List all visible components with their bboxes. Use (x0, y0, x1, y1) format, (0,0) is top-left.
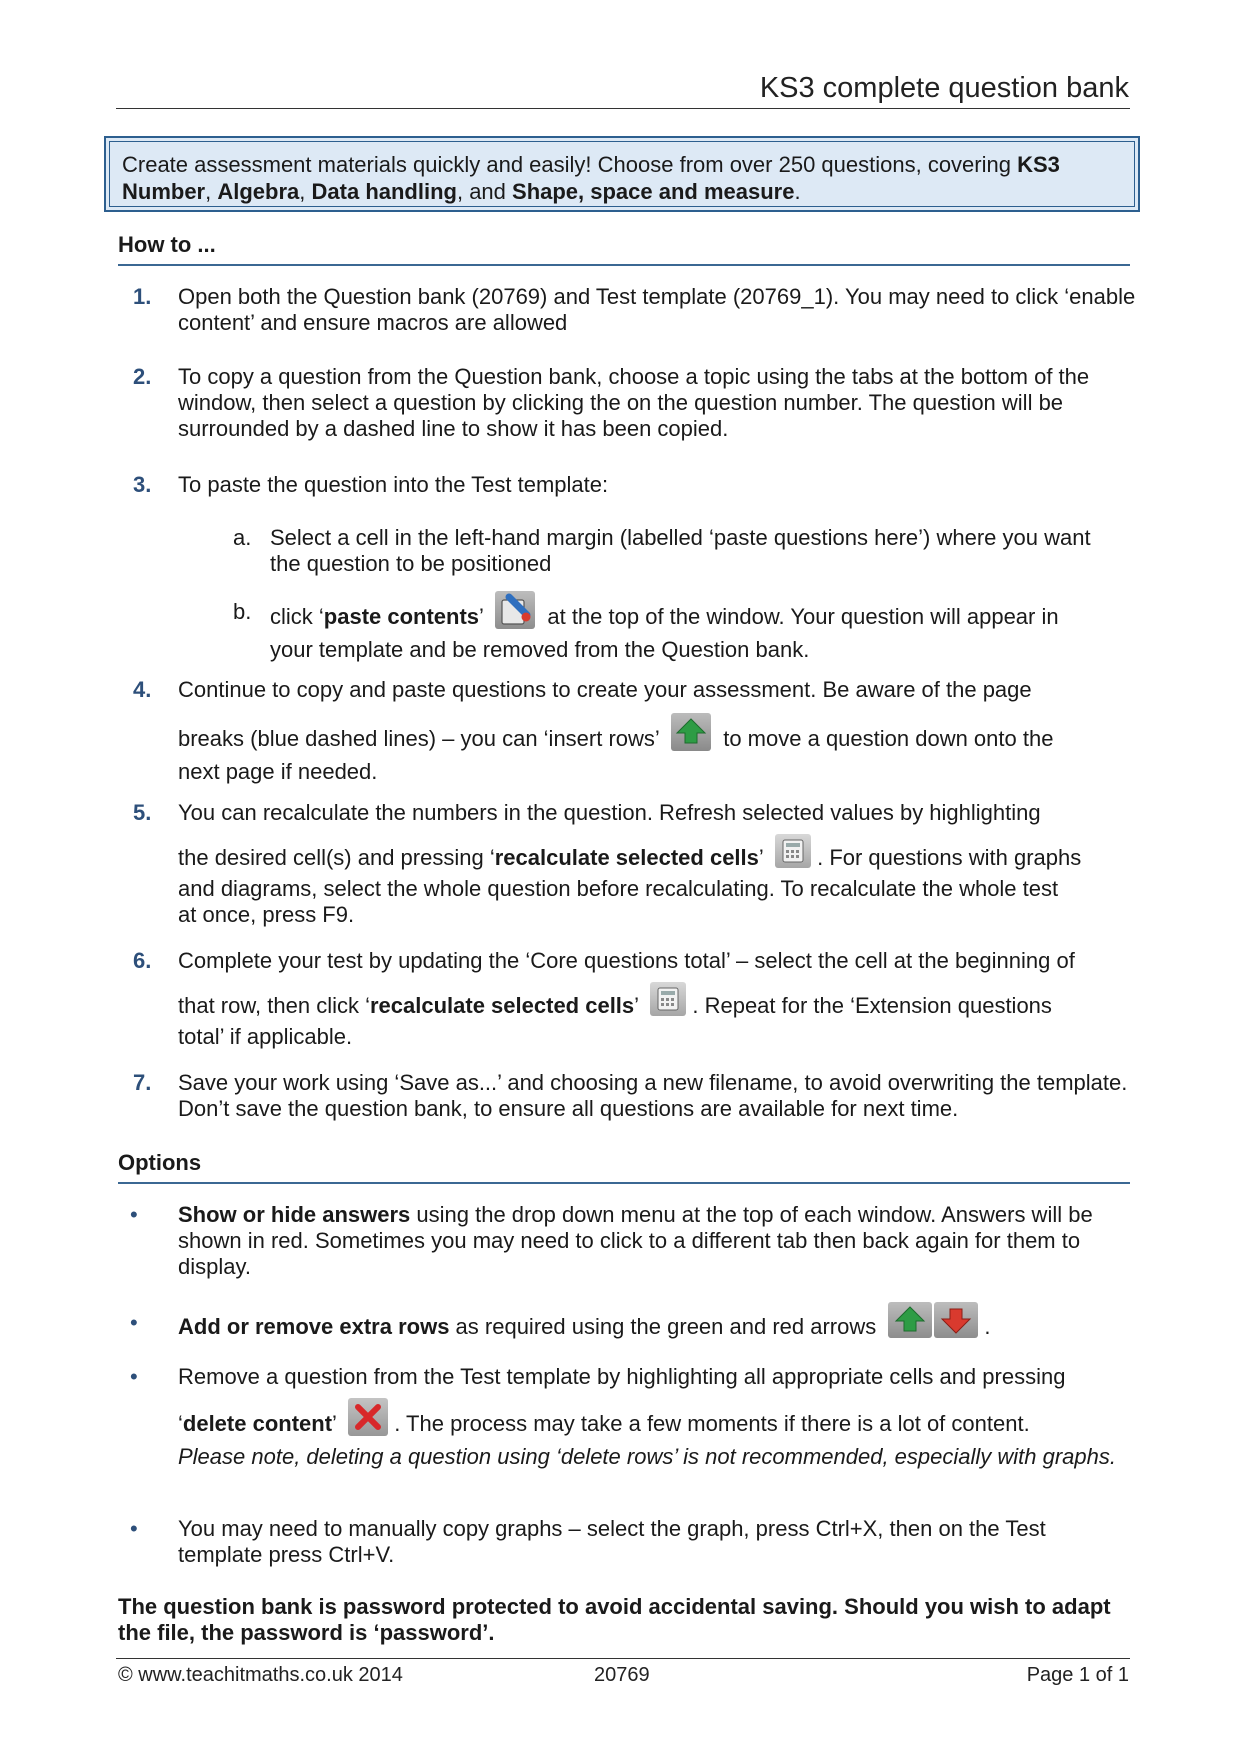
text-line: next page if needed. (178, 759, 378, 784)
intro-text: . (794, 179, 801, 204)
text-line (178, 1406, 1138, 1444)
bullet: • (130, 1516, 138, 1541)
step-number: 4. (133, 677, 152, 702)
bullet: • (130, 1202, 138, 1227)
footer-page-number: Page 1 of 1 (1026, 1664, 1129, 1686)
bullet: • (130, 1364, 138, 1389)
insert-rows-icon (671, 713, 711, 751)
text-line: Remove a question from the Test template by highlighting all appropriate cells and pressing (178, 1364, 1066, 1389)
paste-contents-icon (495, 591, 535, 629)
step-text: Save your work using ‘Save as...’ and choosing a new filename, to avoid overwriting the template. Don’t save the question bank, to ensure all questions are available for next time. (178, 1070, 1128, 1121)
recalculate-label: recalculate selected cells (369, 992, 635, 1018)
text-line: at once, press F9. (178, 902, 355, 927)
option-text (178, 1364, 1138, 1470)
step-number: 6. (133, 948, 152, 973)
step-text (178, 948, 1138, 1050)
text-line: Complete your test by updating the ‘Core questions total’ – select the cell at the beginning of (178, 948, 1075, 973)
howto-heading: How to ... (118, 232, 1130, 266)
recalculate-icon (775, 834, 811, 868)
delete-content-label: delete content (182, 1410, 333, 1436)
footer-rule (116, 1658, 1130, 1659)
step-text: To copy a question from the Question bank, choose a topic using the tabs at the bottom of the window, then select a question by clicking the on the question number. The question will be surrounded by a dashed line to show it has been copied. (178, 364, 1090, 441)
text-run: your template and be removed from the Question bank. (270, 637, 810, 662)
step-text: Open both the Question bank (20769) and Test template (20769_1). You may need to click ‘enable content’ and ensure macros are allowed (178, 284, 1136, 335)
step-text: To paste the question into the Test template: (178, 472, 609, 497)
intro-bold-number: KS3 Number (122, 152, 1060, 204)
option-text (178, 1310, 1138, 1346)
text-run: using the drop down menu at the top of each window. Answers will be shown in red. Sometimes you may need to click to a different tab then back again for them to display. (178, 1202, 1093, 1279)
text-run: ’ (758, 844, 763, 870)
substep-text (270, 599, 1150, 663)
footer-resource-id: 20769 (594, 1664, 650, 1686)
text-line: total’ if applicable. (178, 1024, 353, 1049)
remove-rows-icon (934, 1302, 978, 1338)
text-line: and diagrams, select the whole question before recalculating. To recalculate the whole test (178, 876, 1059, 901)
password-notice: The question bank is password protected to avoid accidental saving. Should you wish to adapt the file, the password is ‘password’. (118, 1594, 1111, 1645)
step-text (178, 677, 1138, 785)
text-run: . (984, 1313, 991, 1339)
step-number: 3. (133, 472, 152, 497)
text-run: as required using the green and red arrows (449, 1313, 877, 1339)
text-line: You can recalculate the numbers in the question. Refresh selected values by highlighting (178, 800, 1041, 825)
text-line: Continue to copy and paste questions to create your assessment. Be aware of the page (178, 677, 1032, 702)
step-text (178, 800, 1138, 928)
text-run: ’ (332, 1410, 337, 1436)
intro-bold-data: Data handling (311, 179, 457, 204)
intro-box (104, 136, 1140, 212)
page-title: KS3 complete question bank (759, 72, 1129, 104)
intro-text: , (299, 179, 312, 204)
step-number: 1. (133, 284, 152, 309)
option-text: You may need to manually copy graphs – select the graph, press Ctrl+X, then on the Test template press Ctrl+V. (178, 1516, 1046, 1567)
text-line (178, 990, 1138, 1024)
intro-text: , (205, 179, 218, 204)
options-heading: Options (118, 1150, 1130, 1184)
intro-text: , and (456, 179, 513, 204)
text-line (178, 721, 1138, 759)
step-number: 7. (133, 1070, 152, 1095)
text-run: ’ (634, 992, 639, 1018)
text-run: breaks (blue dashed lines) – you can ‘insert rows’ (178, 725, 659, 751)
recalculate-icon (650, 982, 686, 1016)
italic-note: Please note, deleting a question using ‘delete rows’ is not recommended, especially with graphs. (178, 1444, 1116, 1469)
text-run: to move a question down onto the (717, 725, 1054, 751)
text-run: at the top of the window. Your question will appear in (541, 603, 1059, 629)
text-run: . For questions with graphs (817, 844, 1082, 870)
text-run: that row, then click ‘ (178, 992, 370, 1018)
text-run: click ‘ (270, 603, 324, 629)
substep-letter: a. (233, 525, 252, 550)
footer-copyright: © www.teachitmaths.co.uk 2014 (118, 1664, 403, 1686)
text-run: ’ (479, 603, 484, 629)
option-bold: Show or hide answers (178, 1202, 411, 1227)
intro-bold-algebra: Algebra (217, 179, 300, 204)
step-number: 2. (133, 364, 152, 389)
text-run: the desired cell(s) and pressing ‘ (178, 844, 495, 870)
paste-contents-label: paste contents (323, 603, 480, 629)
option-text (178, 1202, 1138, 1280)
text-run: . The process may take a few moments if there is a lot of content. (394, 1410, 1030, 1436)
option-bold: Add or remove extra rows (178, 1313, 450, 1339)
text-run: . Repeat for the ‘Extension questions (692, 992, 1052, 1018)
substep-text: Select a cell in the left-hand margin (labelled ‘paste questions here’) where you want the question to be positioned (270, 525, 1091, 576)
delete-content-icon (348, 1398, 388, 1436)
intro-text: Create assessment materials quickly and easily! Choose from over 250 questions, covering (122, 152, 1018, 177)
intro-bold-shape: Shape, space and measure (512, 179, 795, 204)
text-line (178, 842, 1138, 876)
substep-letter: b. (233, 599, 252, 624)
bullet: • (130, 1310, 138, 1335)
add-rows-icon (888, 1302, 932, 1338)
text-run: ‘ (178, 1410, 183, 1436)
step-number: 5. (133, 800, 152, 825)
recalculate-label: recalculate selected cells (494, 844, 759, 870)
header-rule (116, 108, 1130, 109)
